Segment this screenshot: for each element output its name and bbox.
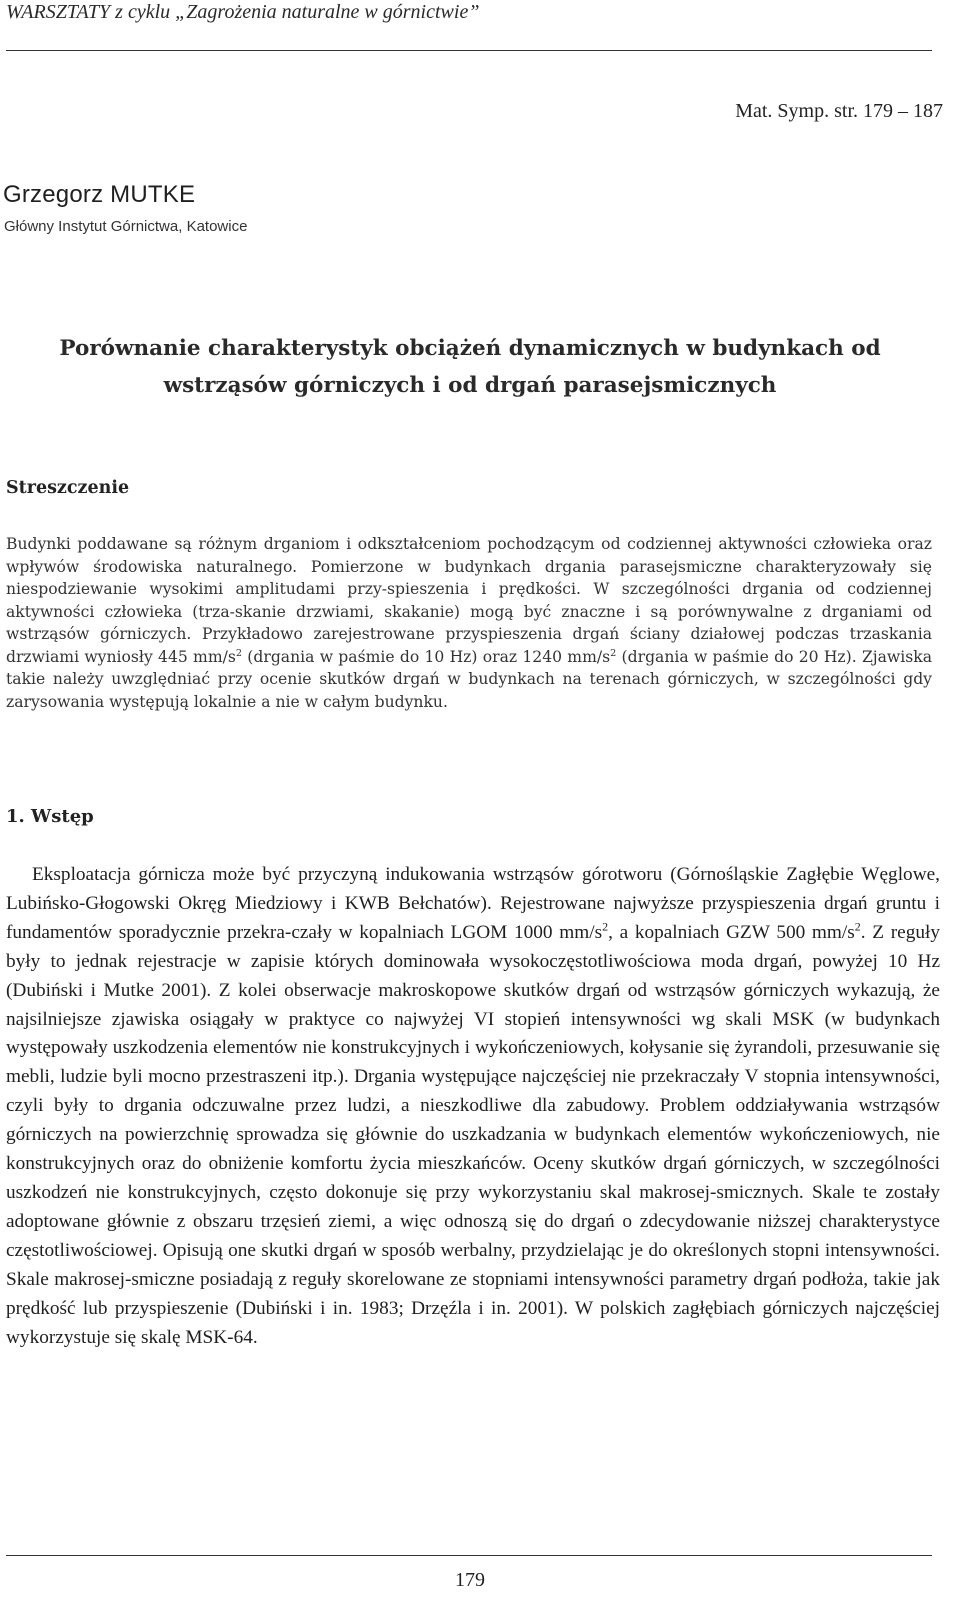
abstract-text-part-3: (drgania w paśmie do 20 Hz). Zjawiska takie należy uwzględniać przy ocenie skutków drgań w budynkach na terenach górniczych, w szczególności gdy zarysowania występują lokalnie a nie w całym budynku.	[6, 647, 932, 711]
section-text-part-1: Eksploatacja górnicza może być przyczyną indukowania wstrząsów górotworu (Górnośląskie Zagłębie Węglowe, Lubińsko-Głogowski Okręg Miedziowy i KWB Bełchatów). Rejestrowane najwyższe przyspieszenia drgań gruntu i fundamentów sporadycznie przekra-czały w kopalniach LGOM 1000 mm/s	[6, 864, 940, 943]
abstract-superscript-2: 2	[610, 647, 617, 659]
section-superscript-1: 2	[602, 919, 609, 934]
author-affiliation: Główny Instytut Górnictwa, Katowice	[4, 218, 248, 235]
section-text-part-3: . Z reguły były to jednak rejestracje w zapisie których dominowała wysokoczęstotliwościowa moda drgań, powyżej 10 Hz (Dubiński i Mutke 2001). Z kolei obserwacje makroskopowe skutków drgań od wstrząsów górniczych wykazują, że najsilniejsze zjawiska osiągały w praktyce co najwyżej VI stopień intensywności wg skali MSK (w budynkach występowały uszkodzenia elementów nie konstrukcyjnych i wykończeniowych, kołysanie się żyrandoli, przesuwanie się mebli, ludzie byli mocno przestraszeni itp.). Drgania występujące najczęściej nie przekraczały V stopnia intensywności, czyli były to drgania odczuwalne przez ludzi, a nieszkodliwe dla zabudowy. Problem oddziaływania wstrząsów górniczych na powierzchnię sprowadza się głównie do uszkadzania w budynkach elementów wykończeniowych, nie konstrukcyjnych oraz do obniżenie komfortu życia mieszkańców. Oceny skutków drgań górniczych, w szczególności uszkodzeń nie konstrukcyjnych, często dokonuje się przy wykorzystaniu skal makrosej-smicznych. Skale te zostały adoptowane głównie z obszaru trzęsień ziemi, a więc odnoszą się do drgań o zdecydowanie niższej charakterystyce częstotliwościowej. Opisują one skutki drgań w sposób werbalny, przydzielając je do określonych stopni intensywności. Skale makrosej-smiczne posiadają z reguły skorelowane ze stopniami intensywności parametry drgań podłoża, takie jak prędkość lub przyspieszenie (Dubiński i in. 1983; Drzęźla i in. 2001). W polskich zagłębiach górniczych najczęściej wykorzystuje się skalę MSK-64.	[6, 921, 940, 1348]
author-name: Grzegorz MUTKE	[3, 181, 196, 208]
abstract-heading: Streszczenie	[6, 478, 130, 498]
page-number: 179	[455, 1569, 485, 1591]
page-reference: Mat. Symp. str. 179 – 187	[735, 100, 943, 122]
section-heading-introduction: 1. Wstęp	[6, 806, 94, 827]
abstract-superscript-1: 2	[235, 647, 243, 659]
section-superscript-2: 2	[854, 919, 861, 934]
paper-title	[20, 330, 920, 404]
header-divider	[6, 50, 932, 51]
paper-title-line-1: Porównanie charakterystyk obciążeń dynamicznych w budynkach od	[59, 336, 881, 361]
series-header: WARSZTATY z cyklu „Zagrożenia naturalne w górnictwie”	[6, 1, 480, 23]
abstract-text-part-2: (drgania w paśmie do 10 Hz) oraz 1240 mm/s	[242, 647, 611, 666]
abstract-text-part-1: Budynki poddawane są różnym drganiom i odkształceniom pochodzącym od codziennej aktywności człowieka oraz wpływów środowiska naturalnego. Pomierzone w budynkach drgania parasejsmiczne charakteryzowały się niespodziewanie wysokimi amplitudami przy-spieszenia i prędkości. W szczególności drgania od codziennej aktywności człowieka (trza-skanie drzwiami, skakanie) mogą być znaczne i są porównywalne z drganiami od wstrząsów górniczych. Przykładowo zarejestrowane przyspieszenia drgań ściany działowej podczas trzaskania drzwiami wyniosły 445 mm/s	[6, 535, 932, 666]
footer-divider	[6, 1555, 932, 1556]
paper-title-line-2: wstrząsów górniczych i od drgań parasejsmicznych	[163, 373, 777, 398]
section-text-part-2: , a kopalniach GZW 500 mm/s	[608, 921, 855, 943]
section-text-introduction	[6, 861, 940, 1352]
abstract-text	[6, 533, 932, 713]
